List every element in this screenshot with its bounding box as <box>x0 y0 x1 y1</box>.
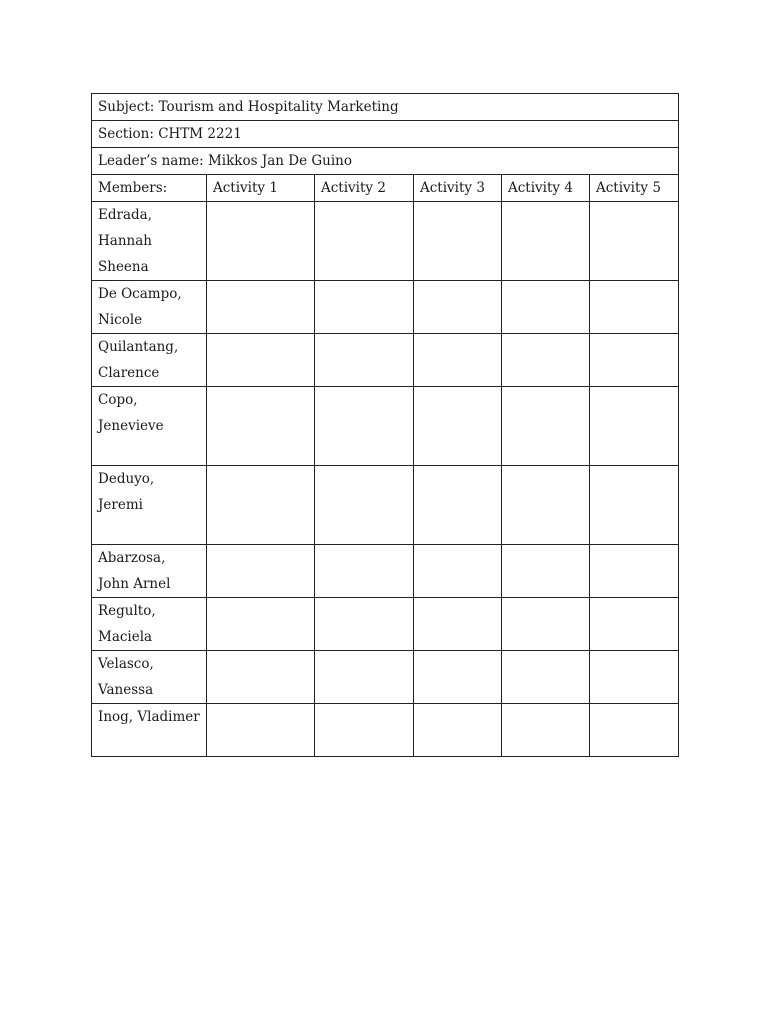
activity-cell <box>590 545 679 598</box>
member-name-line: Velasco, <box>98 656 154 672</box>
member-name-cell <box>92 281 207 334</box>
activity-cell <box>414 466 502 545</box>
member-name-line: Regulto, <box>98 603 156 619</box>
activity-cell <box>315 545 414 598</box>
member-name-line: Quilantang, <box>98 339 179 355</box>
activity-cell <box>207 387 315 466</box>
table-row <box>92 545 679 598</box>
activity-cell <box>207 334 315 387</box>
activity-cell <box>414 281 502 334</box>
member-name-cell <box>92 545 207 598</box>
leader-line: Leader’s name: Mikkos Jan De Guino <box>92 148 679 175</box>
activity-cell <box>502 651 590 704</box>
activity-cell <box>207 545 315 598</box>
member-name-line: Jenevieve <box>98 418 164 434</box>
member-name-line: Copo, <box>98 392 138 408</box>
activity-cell <box>315 202 414 281</box>
member-name-line: Clarence <box>98 365 160 381</box>
member-name-cell <box>92 651 207 704</box>
activity-cell <box>207 466 315 545</box>
activity-cell <box>502 281 590 334</box>
activity-cell <box>207 651 315 704</box>
activity-cell <box>502 704 590 757</box>
member-name-line: Edrada, <box>98 207 152 223</box>
member-activity-table <box>91 93 679 757</box>
activity-cell <box>590 387 679 466</box>
activity-cell <box>414 202 502 281</box>
activity-cell <box>414 387 502 466</box>
subject-row <box>92 94 679 121</box>
activity-cell <box>315 598 414 651</box>
member-name-cell <box>92 466 207 545</box>
member-name-line: Jeremi <box>98 497 143 513</box>
header-row <box>92 175 679 202</box>
activity-cell <box>590 466 679 545</box>
activity-header: Activity 4 <box>502 175 590 202</box>
table-row <box>92 334 679 387</box>
member-name-line: Deduyo, <box>98 471 155 487</box>
activity-cell <box>414 704 502 757</box>
activity-cell <box>207 704 315 757</box>
activity-cell <box>315 466 414 545</box>
activity-cell <box>590 281 679 334</box>
activity-cell <box>414 334 502 387</box>
member-name-line: Hannah <box>98 233 152 249</box>
activity-cell <box>207 202 315 281</box>
activity-cell <box>414 598 502 651</box>
member-name-line: Vanessa <box>98 682 154 698</box>
member-name-cell <box>92 202 207 281</box>
member-name-cell <box>92 387 207 466</box>
member-name-line: Sheena <box>98 259 149 275</box>
table-row <box>92 466 679 545</box>
member-name-cell <box>92 598 207 651</box>
subject-line: Subject: Tourism and Hospitality Marketing <box>92 94 679 121</box>
activity-cell <box>502 202 590 281</box>
activity-cell <box>207 598 315 651</box>
leader-row <box>92 148 679 175</box>
activity-cell <box>315 334 414 387</box>
activity-cell <box>502 466 590 545</box>
member-name-line: De Ocampo, <box>98 286 182 302</box>
table-row <box>92 704 679 757</box>
activity-cell <box>315 704 414 757</box>
section-row <box>92 121 679 148</box>
activity-header: Activity 3 <box>414 175 502 202</box>
activity-cell <box>590 598 679 651</box>
member-name-line: Inog, Vladimer <box>98 709 200 725</box>
member-name-line: Abarzosa, <box>98 550 166 566</box>
activity-cell <box>414 545 502 598</box>
activity-cell <box>502 545 590 598</box>
activity-cell <box>502 598 590 651</box>
activity-cell <box>207 281 315 334</box>
activity-cell <box>414 651 502 704</box>
member-name-line: John Arnel <box>98 576 171 592</box>
member-name-cell <box>92 334 207 387</box>
member-name-line: Nicole <box>98 312 143 328</box>
activity-cell <box>590 651 679 704</box>
table-row <box>92 651 679 704</box>
members-header: Members: <box>92 175 207 202</box>
activity-cell <box>590 704 679 757</box>
activity-cell <box>315 387 414 466</box>
table-row <box>92 202 679 281</box>
activity-cell <box>590 202 679 281</box>
table-row <box>92 281 679 334</box>
activity-cell <box>590 334 679 387</box>
activity-cell <box>502 334 590 387</box>
activity-cell <box>502 387 590 466</box>
activity-cell <box>315 651 414 704</box>
table-row <box>92 387 679 466</box>
member-name-line: Maciela <box>98 629 153 645</box>
member-name-cell <box>92 704 207 757</box>
table-body <box>92 94 679 757</box>
activity-header: Activity 2 <box>315 175 414 202</box>
activity-header: Activity 1 <box>207 175 315 202</box>
section-line: Section: CHTM 2221 <box>92 121 679 148</box>
activity-cell <box>315 281 414 334</box>
activity-header: Activity 5 <box>590 175 679 202</box>
table-row <box>92 598 679 651</box>
